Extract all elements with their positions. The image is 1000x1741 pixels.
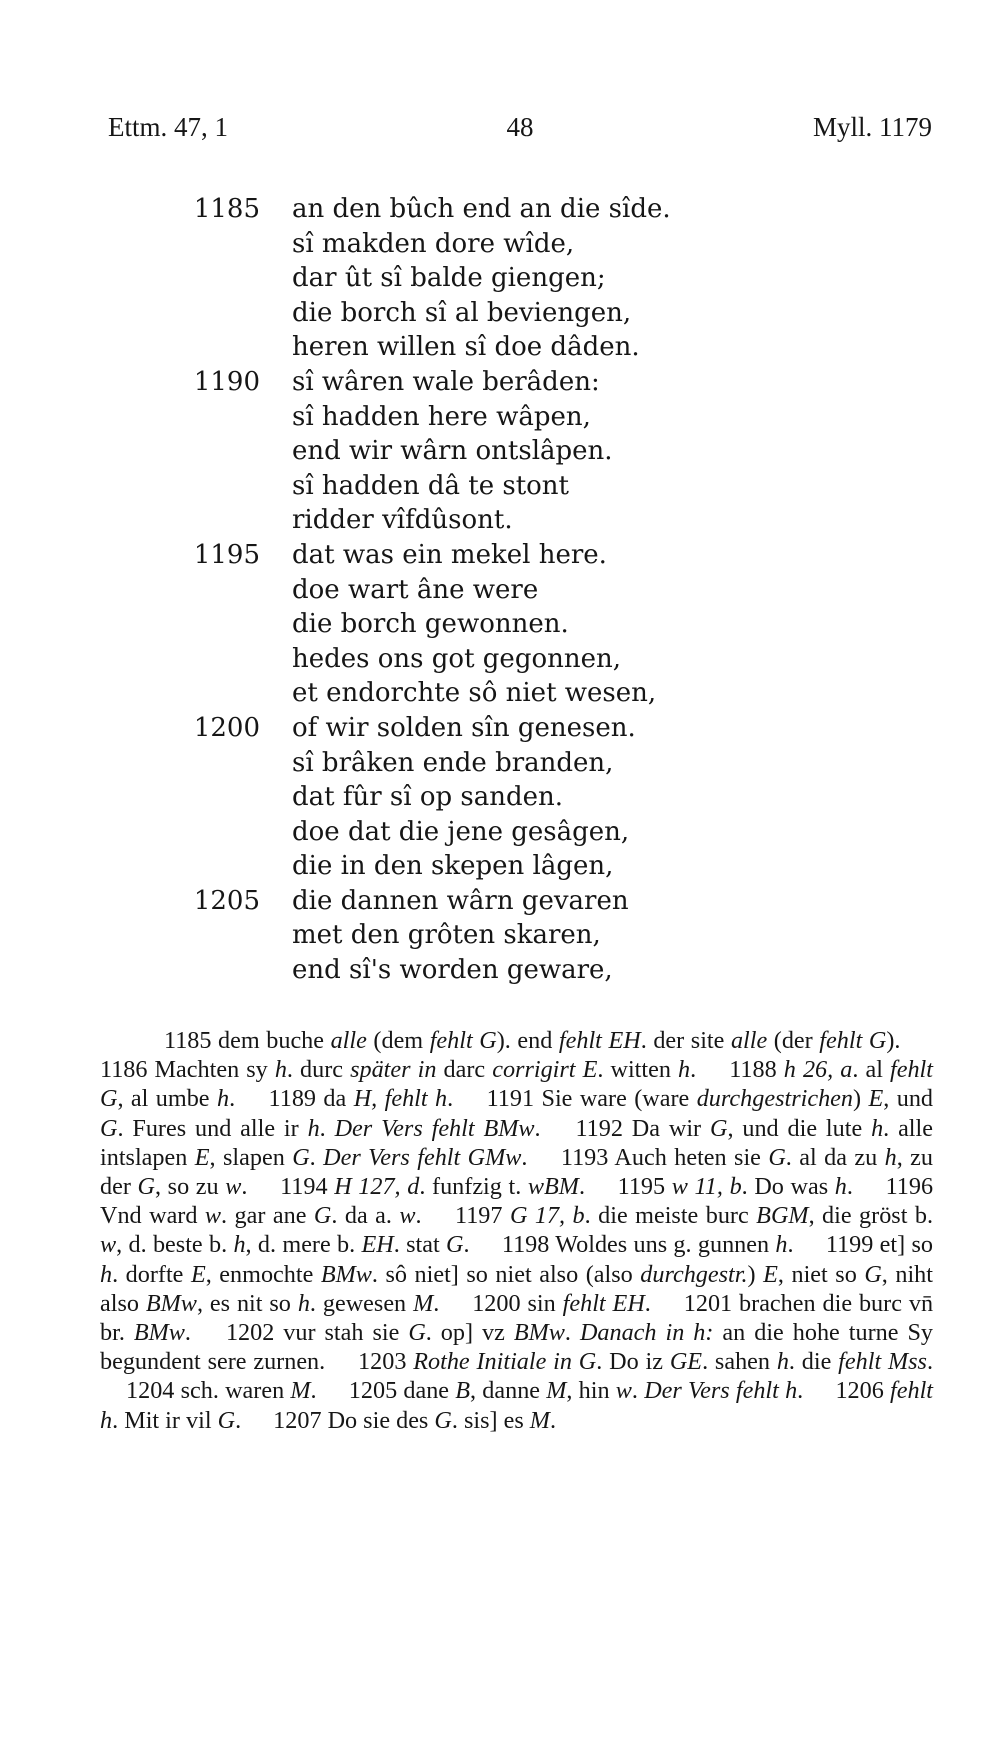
note-segment: 1194 xyxy=(280,1173,335,1201)
note-segment: . xyxy=(319,1114,335,1142)
note-italic-segment: alle xyxy=(730,1027,768,1054)
note-segment: . xyxy=(549,1406,556,1434)
note-segment: 1197 xyxy=(455,1202,510,1230)
note-italic-segment: G xyxy=(313,1202,332,1230)
note-italic-segment: M xyxy=(546,1377,567,1405)
note-segment: 1206 xyxy=(835,1377,891,1405)
note-italic-segment: Der Vers fehlt GMw xyxy=(323,1143,522,1171)
note-segment: . Do iz xyxy=(596,1348,670,1376)
note-segment: . funfzig t. xyxy=(419,1173,528,1201)
note-segment: 1200 sin xyxy=(472,1289,563,1317)
note-segment: . xyxy=(690,1056,697,1084)
note-segment: . xyxy=(631,1377,645,1405)
verse-line xyxy=(0,918,1000,953)
note-segment: . xyxy=(463,1231,470,1259)
note-segment: . sahen xyxy=(702,1348,777,1376)
note-segment: , enmochte xyxy=(205,1260,321,1288)
note-segment: . op] vz xyxy=(425,1319,514,1347)
note-segment: , niet so xyxy=(777,1260,865,1288)
note-segment: . xyxy=(797,1377,804,1405)
note-segment: 1207 Do sie des xyxy=(273,1406,435,1434)
note-italic-segment: corrigirt E xyxy=(492,1056,598,1084)
note-italic-segment: G 17, b xyxy=(509,1202,585,1230)
verse-text: an den bûch end an die sîde. xyxy=(292,194,671,224)
note-italic-segment: M xyxy=(413,1289,434,1317)
note-segment: . stat xyxy=(393,1231,447,1259)
note-italic-segment: BMw xyxy=(320,1260,372,1288)
note-segment: . da a. xyxy=(331,1202,400,1230)
verse-text: dat fûr sî op sanden. xyxy=(292,782,564,813)
verse-line xyxy=(0,711,1000,746)
note-segment: 1205 dane xyxy=(348,1377,456,1405)
verse-text: sî wâren wale berâden: xyxy=(292,366,600,397)
verse-text: doe wart âne were xyxy=(292,574,539,605)
note-italic-segment: Rothe Initiale in G xyxy=(413,1348,597,1376)
note-segment: , hin xyxy=(566,1377,616,1405)
note-segment: . xyxy=(787,1231,794,1259)
verse-number: 1200 xyxy=(193,712,260,743)
note-segment: . xyxy=(310,1377,317,1405)
note-italic-segment: fehlt h xyxy=(100,1377,934,1434)
verse-text: sî makden dore wîde, xyxy=(292,228,575,259)
note-segment: , al umbe xyxy=(117,1085,217,1113)
note-italic-segment: w xyxy=(100,1231,117,1259)
note-segment: . der site xyxy=(640,1027,731,1054)
note-segment: 1204 sch. waren xyxy=(126,1377,291,1405)
verse-line xyxy=(0,676,1000,711)
note-segment: ). end xyxy=(496,1027,559,1054)
note-segment: . Do was xyxy=(741,1173,835,1201)
verse-text-block xyxy=(0,192,1000,988)
note-segment: . gar ane xyxy=(221,1202,314,1230)
note-italic-segment: h xyxy=(216,1085,230,1113)
note-italic-segment: E xyxy=(194,1143,210,1171)
note-italic-segment: h xyxy=(307,1114,320,1142)
verse-text: sî brâken ende branden, xyxy=(292,747,614,778)
note-italic-segment: h xyxy=(100,1260,113,1288)
verse-text: doe dat die jene gesâgen, xyxy=(292,816,630,847)
note-italic-segment: w 11, b xyxy=(671,1173,742,1201)
note-italic-segment: alle xyxy=(330,1027,367,1054)
note-italic-segment: G xyxy=(217,1406,236,1434)
verse-line xyxy=(0,953,1000,988)
note-segment: 1191 Sie ware (ware xyxy=(486,1085,697,1113)
note-segment: 1192 Da wir xyxy=(575,1114,710,1142)
note-italic-segment: h xyxy=(233,1231,246,1259)
note-segment: 1195 xyxy=(617,1173,672,1201)
verse-line xyxy=(0,434,1000,469)
note-italic-segment: h xyxy=(775,1231,788,1259)
note-italic-segment: Der Vers fehlt BMw xyxy=(334,1114,535,1142)
verse-line xyxy=(0,330,1000,365)
note-italic-segment: w xyxy=(615,1377,632,1405)
note-segment: 1203 xyxy=(358,1348,414,1376)
note-segment: 1196 Vnd ward xyxy=(100,1173,934,1230)
note-italic-segment: h 26, a xyxy=(783,1056,853,1084)
note-segment: an die hohe turne Sy begundent sere zurnen. xyxy=(100,1319,933,1376)
note-segment: 1189 da xyxy=(268,1085,354,1113)
verse-number: 1190 xyxy=(193,366,260,397)
verse-line xyxy=(0,538,1000,573)
note-italic-segment: G xyxy=(408,1319,426,1347)
note-italic-segment: B xyxy=(455,1377,471,1405)
note-segment: , niht also xyxy=(100,1260,933,1317)
verse-line xyxy=(0,192,1000,227)
note-segment: . xyxy=(184,1319,191,1347)
note-italic-segment: h xyxy=(834,1173,847,1201)
verse-text: et endorchte sô niet wesen, xyxy=(292,678,657,709)
note-segment: , so zu xyxy=(154,1173,226,1201)
note-italic-segment: EH xyxy=(361,1231,394,1259)
note-segment: . xyxy=(926,1348,934,1376)
note-italic-segment: H, fehlt h xyxy=(353,1085,448,1113)
verse-line xyxy=(0,573,1000,608)
note-italic-segment: G xyxy=(864,1260,882,1288)
note-italic-segment: h xyxy=(871,1114,884,1142)
verse-text: met den grôten skaren, xyxy=(292,920,601,951)
note-segment: . xyxy=(578,1173,585,1201)
note-segment: , zu der xyxy=(100,1143,934,1201)
note-segment: . xyxy=(229,1085,236,1113)
note-segment: 1193 Auch heten sie xyxy=(560,1143,769,1171)
note-italic-segment: später in xyxy=(350,1056,437,1084)
note-italic-segment: G xyxy=(292,1143,310,1171)
note-italic-segment: durchgestr. xyxy=(640,1260,748,1288)
note-italic-segment: h xyxy=(274,1056,287,1084)
verse-number: 1195 xyxy=(193,539,260,570)
note-segment: , d. mere b. xyxy=(245,1231,362,1259)
verse-number: 1185 xyxy=(193,194,260,224)
verse-line xyxy=(0,780,1000,815)
verse-text: hedes ons got gegonnen, xyxy=(292,643,621,674)
note-segment: darc xyxy=(436,1056,493,1084)
note-segment: 1202 vur stah sie xyxy=(225,1319,409,1347)
verse-text: end sî's worden geware, xyxy=(292,955,613,986)
note-italic-segment: w xyxy=(225,1173,242,1201)
note-italic-segment: BGM xyxy=(756,1202,809,1230)
header-right-reference: Myll. 1179 xyxy=(812,112,932,142)
note-italic-segment: E xyxy=(763,1260,778,1288)
verse-line xyxy=(0,400,1000,435)
note-italic-segment: w xyxy=(204,1202,222,1230)
note-segment: , es nit so xyxy=(196,1289,298,1317)
note-italic-segment: Danach in h: xyxy=(579,1319,714,1347)
header-left-reference: Ettm. 47, 1 xyxy=(108,112,228,142)
note-segment: . die xyxy=(788,1348,839,1376)
note-segment: . gewesen xyxy=(309,1289,414,1317)
note-italic-segment: M xyxy=(529,1406,550,1434)
verse-text: ridder vîfdûsont. xyxy=(292,505,513,536)
note-italic-segment: durchgestrichen xyxy=(696,1085,853,1113)
note-italic-segment: h xyxy=(297,1289,310,1317)
note-segment: . xyxy=(534,1114,541,1142)
note-italic-segment: BMw xyxy=(133,1319,185,1347)
note-italic-segment: G xyxy=(768,1143,786,1171)
note-segment: . sô niet] so niet also (also xyxy=(371,1260,641,1288)
note-segment: , danne xyxy=(470,1377,547,1405)
verse-text: dat was ein mekel here. xyxy=(292,539,607,570)
note-segment: 1185 dem buche xyxy=(164,1027,331,1054)
note-segment: . dorfte xyxy=(112,1260,191,1288)
verse-text: dar ût sî balde giengen; xyxy=(292,263,606,294)
verse-text: die borch gewonnen. xyxy=(292,609,569,640)
note-segment: . xyxy=(415,1202,422,1230)
note-italic-segment: Der Vers fehlt h xyxy=(644,1377,798,1405)
note-segment: 1201 brachen die burc vn̄ br. xyxy=(100,1289,934,1347)
note-italic-segment: G xyxy=(137,1173,155,1201)
note-italic-segment: G xyxy=(709,1114,728,1142)
note-italic-segment: G xyxy=(434,1406,452,1434)
note-segment: , d. beste b. xyxy=(116,1231,234,1259)
note-italic-segment: fehlt G xyxy=(100,1056,933,1113)
note-italic-segment: fehlt G xyxy=(429,1027,497,1054)
verse-line xyxy=(0,746,1000,781)
note-segment: ) xyxy=(853,1085,869,1113)
verse-text: of wir solden sîn genesen. xyxy=(292,712,636,743)
note-segment: 1198 Woldes uns g. gunnen xyxy=(501,1231,776,1259)
note-segment: . xyxy=(521,1143,528,1171)
note-italic-segment: h xyxy=(776,1348,789,1376)
note-italic-segment: BMw xyxy=(145,1289,197,1317)
verse-text: sî hadden dâ te stont xyxy=(292,470,569,501)
verse-text: die dannen wârn gevaren xyxy=(292,885,629,916)
note-segment: . xyxy=(235,1406,242,1434)
note-segment: , slapen xyxy=(209,1143,293,1171)
verse-line xyxy=(0,642,1000,677)
note-segment: (der xyxy=(767,1027,820,1054)
note-segment: . durc xyxy=(286,1056,351,1084)
verse-line xyxy=(0,884,1000,919)
verse-line xyxy=(0,849,1000,884)
note-segment: (dem xyxy=(366,1027,430,1054)
verse-text: heren willen sî doe dâden. xyxy=(292,332,640,363)
verse-text: end wir wârn ontslâpen. xyxy=(292,436,613,467)
verse-text: die in den skepen lâgen, xyxy=(292,851,614,882)
note-segment: . Fures und alle ir xyxy=(117,1114,308,1142)
note-segment: . alle intslapen xyxy=(100,1114,933,1171)
note-italic-segment: fehlt EH xyxy=(558,1027,641,1054)
verse-line xyxy=(0,296,1000,331)
note-segment: . xyxy=(564,1319,580,1347)
note-segment: . al da zu xyxy=(785,1143,885,1171)
note-segment: . xyxy=(644,1289,651,1317)
verse-text: die borch sî al beviengen, xyxy=(292,297,632,328)
note-segment: . xyxy=(447,1085,454,1113)
note-italic-segment: E xyxy=(190,1260,206,1288)
note-segment: ). xyxy=(886,1027,901,1054)
note-italic-segment: E xyxy=(868,1085,884,1113)
note-segment: , und xyxy=(883,1085,934,1113)
note-italic-segment: G xyxy=(100,1114,118,1142)
verse-line xyxy=(0,227,1000,262)
note-italic-segment: h xyxy=(884,1143,897,1171)
note-italic-segment: H 127, d xyxy=(334,1173,420,1201)
note-segment: . Mit ir vil xyxy=(112,1406,218,1434)
note-segment: . xyxy=(846,1173,853,1201)
verse-line xyxy=(0,607,1000,642)
note-segment: 1188 xyxy=(729,1056,784,1084)
verse-line xyxy=(0,815,1000,850)
note-segment: , und die lute xyxy=(727,1114,872,1142)
verse-line xyxy=(0,503,1000,538)
note-segment: , die gröst b. xyxy=(808,1202,934,1230)
note-italic-segment: BMw xyxy=(513,1319,565,1347)
note-italic-segment: fehlt G xyxy=(819,1027,887,1054)
note-segment: . sis] es xyxy=(451,1406,530,1434)
note-segment: 1199 et] so xyxy=(825,1231,934,1259)
page-number: 48 xyxy=(506,112,534,142)
note-italic-segment: wBM xyxy=(527,1173,579,1201)
note-italic-segment: h xyxy=(678,1056,691,1084)
note-segment: 1186 Machten sy xyxy=(100,1056,275,1084)
note-italic-segment: w xyxy=(399,1202,416,1230)
verse-number: 1205 xyxy=(193,885,260,916)
note-segment: . xyxy=(309,1143,324,1171)
verse-line xyxy=(0,365,1000,400)
note-italic-segment: G xyxy=(446,1231,464,1259)
note-italic-segment: fehlt Mss xyxy=(838,1348,927,1376)
note-segment: . witten xyxy=(597,1056,679,1084)
note-segment: . al xyxy=(852,1056,890,1084)
note-segment: ) xyxy=(747,1260,764,1288)
note-segment: . xyxy=(433,1289,440,1317)
note-italic-segment: GE xyxy=(669,1348,703,1376)
verse-line xyxy=(0,261,1000,296)
note-segment: . die meiste burc xyxy=(584,1202,757,1230)
verse-text: sî hadden here wâpen, xyxy=(292,401,591,432)
note-italic-segment: fehlt EH xyxy=(562,1289,645,1317)
note-segment: . xyxy=(241,1173,248,1201)
critical-apparatus xyxy=(100,1026,933,1435)
verse-line xyxy=(0,469,1000,504)
note-italic-segment: M xyxy=(290,1377,311,1405)
